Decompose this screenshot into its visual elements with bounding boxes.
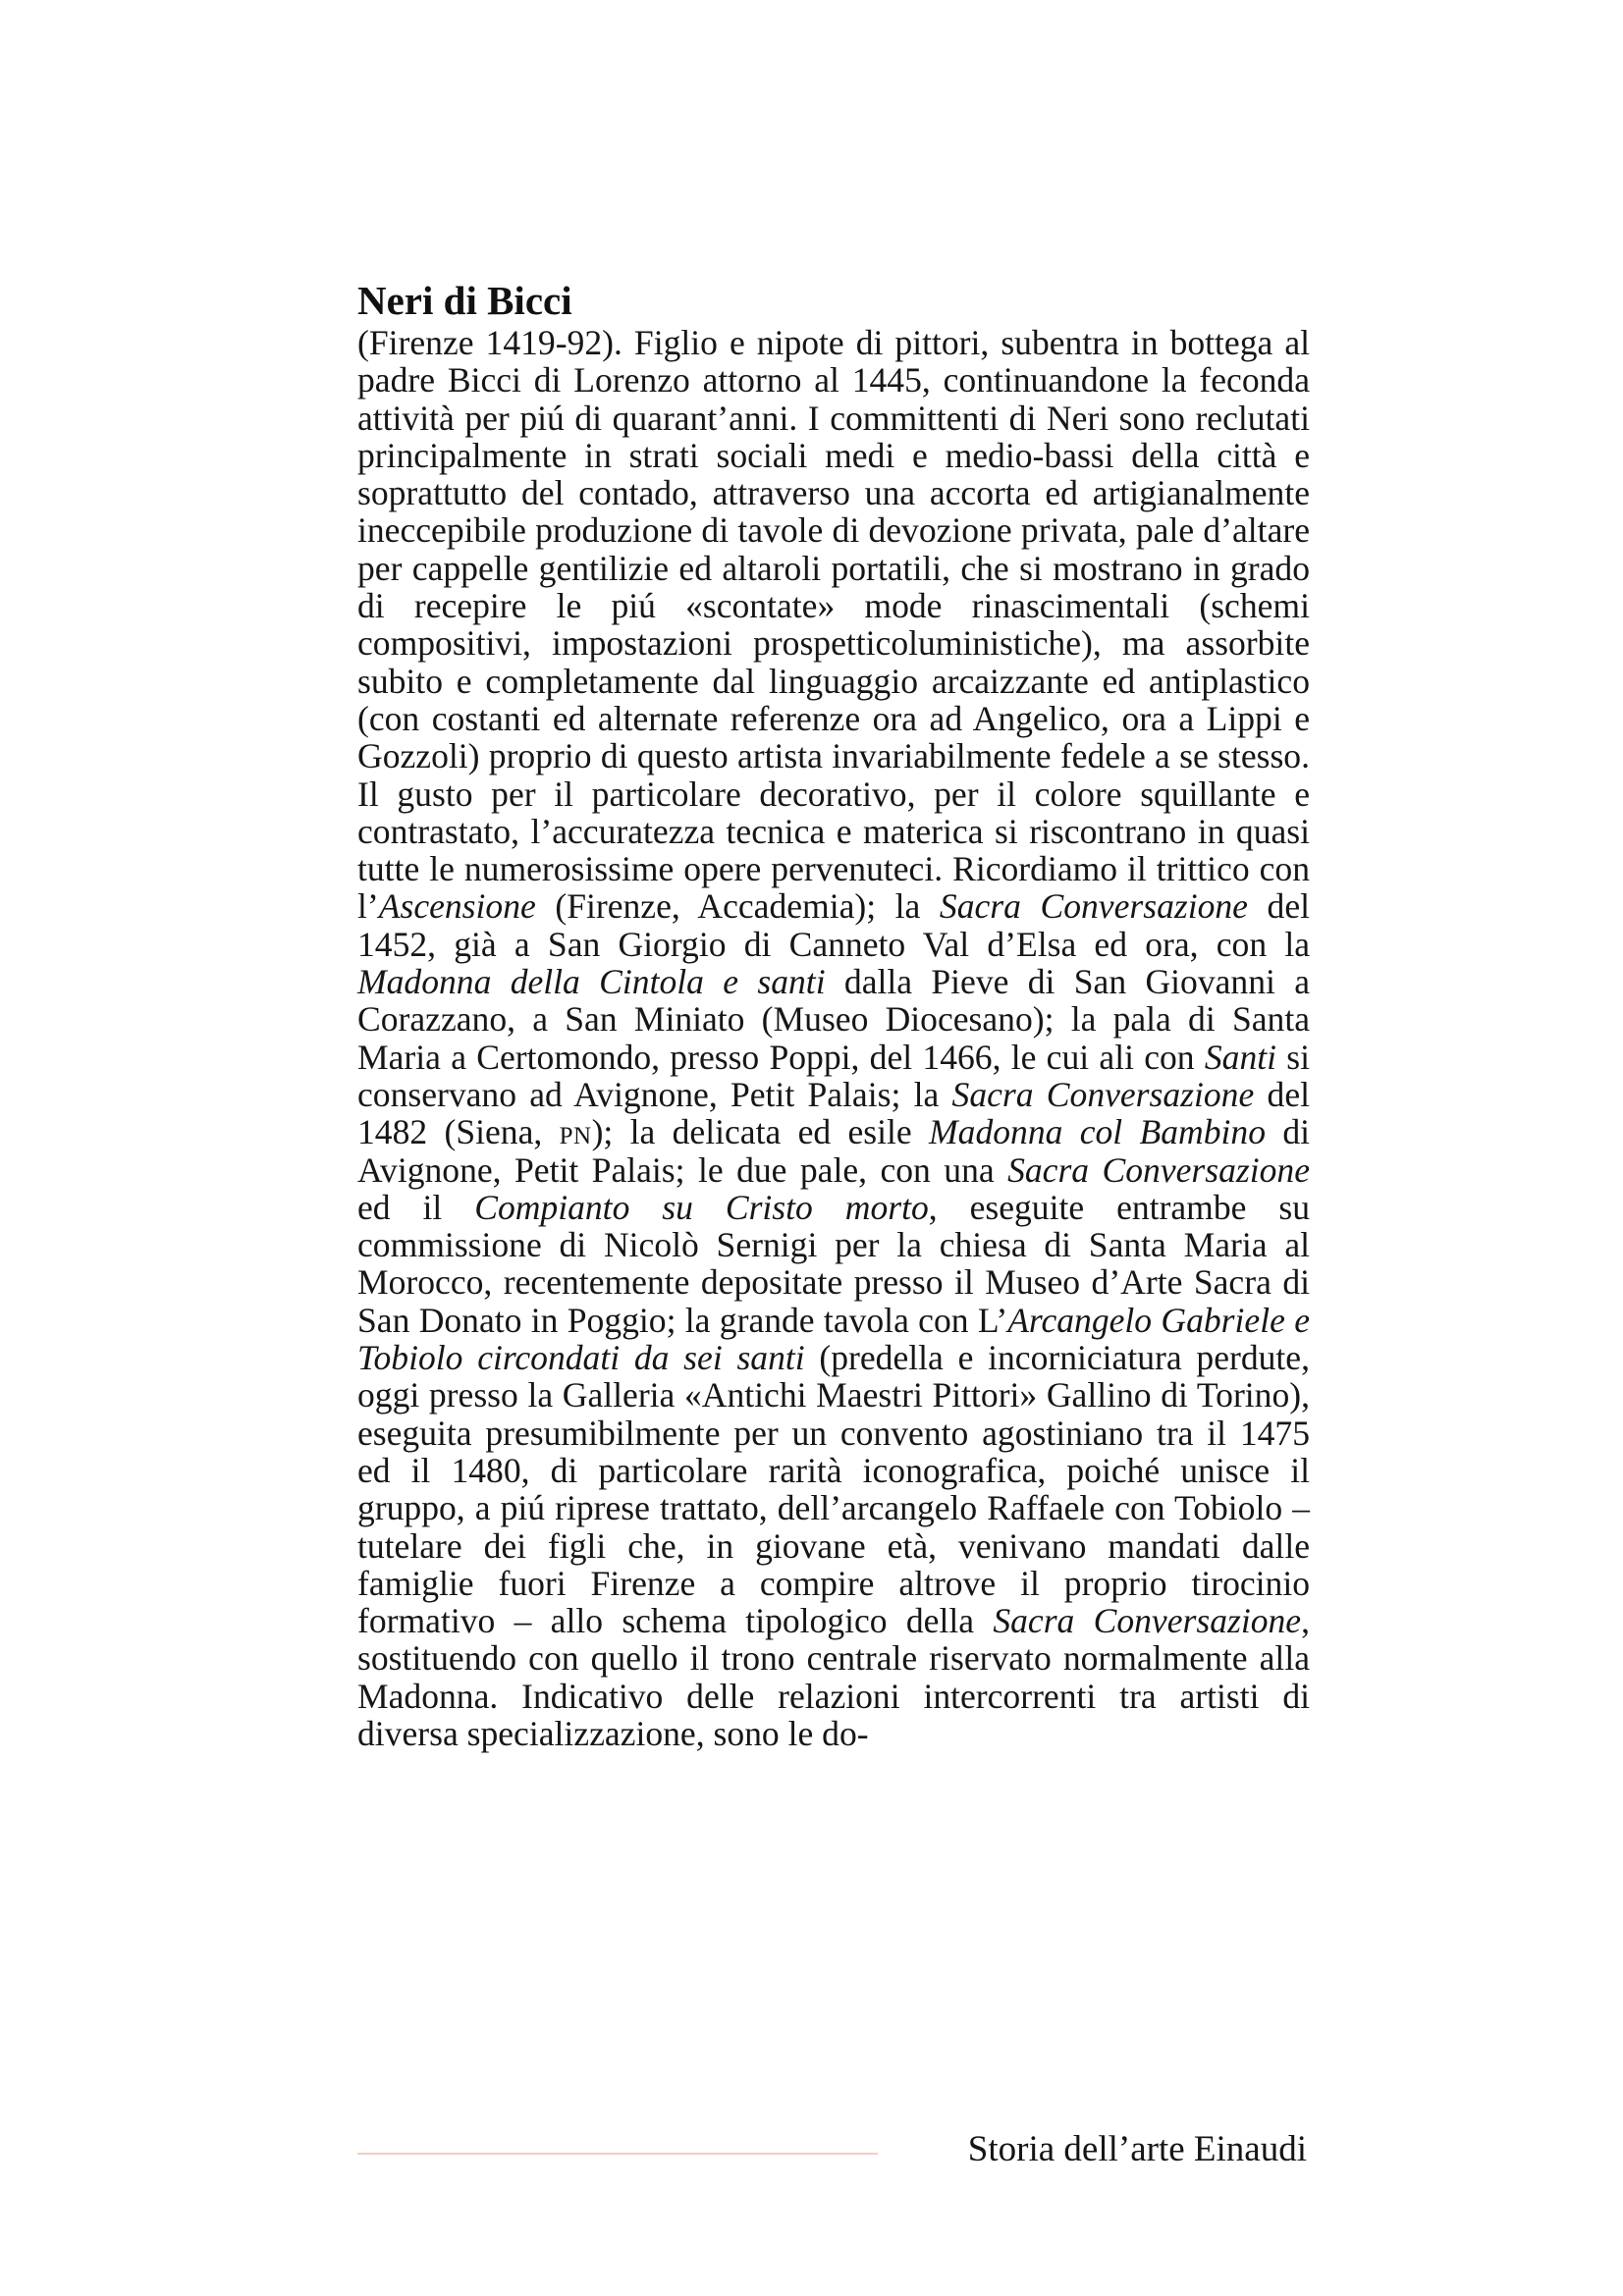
text-run: dalla Pieve di San Giovanni a Corazzano, a San Miniato (Museo Diocesano); la pala di Santa Maria a Certomondo, presso Poppi, del 1466, le cui ali con — [357, 962, 1310, 1077]
italic-title-run: Santi — [1204, 1037, 1277, 1077]
italic-title-run: Compianto su Cristo morto — [474, 1187, 929, 1227]
text-run: si conservano ad Avignone, Petit Palais; la — [357, 1037, 1311, 1114]
text-run: , sostituendo con quello il trono centrale riservato normalmente alla Madonna. Indicativo delle relazioni intercorrenti tra artisti di diversa specializzazione, sono le do- — [357, 1601, 1311, 1753]
italic-title-run: Sacra Conversazione — [939, 886, 1248, 927]
text-run: del 1452, già a San Giorgio di Canneto Val d’Elsa ed ora, con la — [357, 886, 1310, 964]
text-run: del 1482 (Siena, — [357, 1074, 1310, 1152]
italic-title-run: Ascensione — [378, 886, 536, 927]
entry-title: Neri di Bicci — [357, 278, 572, 323]
footer-publisher-label: Storia dell’arte Einaudi — [967, 2129, 1307, 2169]
text-run: (predella e incorniciatura perdute, oggi presso la Galleria «Antichi Maestri Pittori» Gallino di Torino), eseguita presumibilmente per un convento agostiniano tra il 1475 ed il 1480, di particolare rarità iconografica, poiché unisce il gruppo, a piú riprese trattato, dell’arcangelo Raffaele con Tobiolo – tutelare dei figli che, in giovane età, venivano mandati dalle famiglie fuori Firenze a compire altrove il proprio tirocinio formativo – allo schema tipologico della — [357, 1338, 1310, 1641]
italic-title-run: Sacra Conversazione — [1007, 1149, 1311, 1190]
italic-title-run: Madonna della Cintola e santi — [357, 962, 826, 1002]
italic-title-run: Arcangelo Gabriele e Tobiolo circondati da sei santi — [357, 1300, 1310, 1378]
italic-title-run: Madonna col Bambino — [929, 1112, 1266, 1152]
entry-body — [357, 324, 1310, 1752]
text-run: ); la delicata ed esile — [591, 1112, 930, 1152]
italic-title-run: Sacra Conversazione — [951, 1074, 1255, 1114]
text-run: , eseguite entrambe su commissione di Nicolò Sernigi per la chiesa di Santa Maria al Morocco, recentemente depositate presso il Museo d’Arte Sacra di San Donato in Poggio; la grande tavola con L’ — [357, 1187, 1311, 1340]
footer-rule — [357, 2153, 878, 2155]
text-run: di Avignone, Petit Palais; le due pale, con una — [357, 1112, 1311, 1190]
text-run: ed il — [357, 1187, 475, 1227]
small-caps-run: pn — [559, 1112, 592, 1152]
italic-title-run: Sacra Conversazione — [993, 1601, 1302, 1641]
text-run: (Firenze 1419-92). Figlio e nipote di pittori, subentra in bottega al padre Bicci di Lorenzo attorno al 1445, continuandone la feconda attività per piú di quarant’anni. I committenti di Neri sono reclutati principalmente in strati sociali medi e medio-bassi della città e soprattutto del contado, attraverso una accorta ed artigianalmente ineccepibile produzione di tavole di devozione privata, pale d’altare per cappelle gentilizie ed altaroli portatili, che si mostrano in grado di recepire le piú «scontate» mode rinascimentali (schemi compositivi, impostazioni prospetticoluministiche), ma assorbite subito e completamente dal linguaggio arcaizzante ed antiplastico (con costanti ed alternate referenze ora ad Angelico, ora a Lippi e Gozzoli) proprio di questo artista invariabilmente fedele a se stesso. Il gusto per il particolare decorativo, per il colore squillante e contrastato, l’accuratezza tecnica e materica si riscontrano in quasi tutte le numerosissime opere pervenuteci. Ricordiamo il trittico con l’ — [357, 323, 1310, 927]
text-run: (Firenze, Accademia); la — [535, 886, 940, 927]
